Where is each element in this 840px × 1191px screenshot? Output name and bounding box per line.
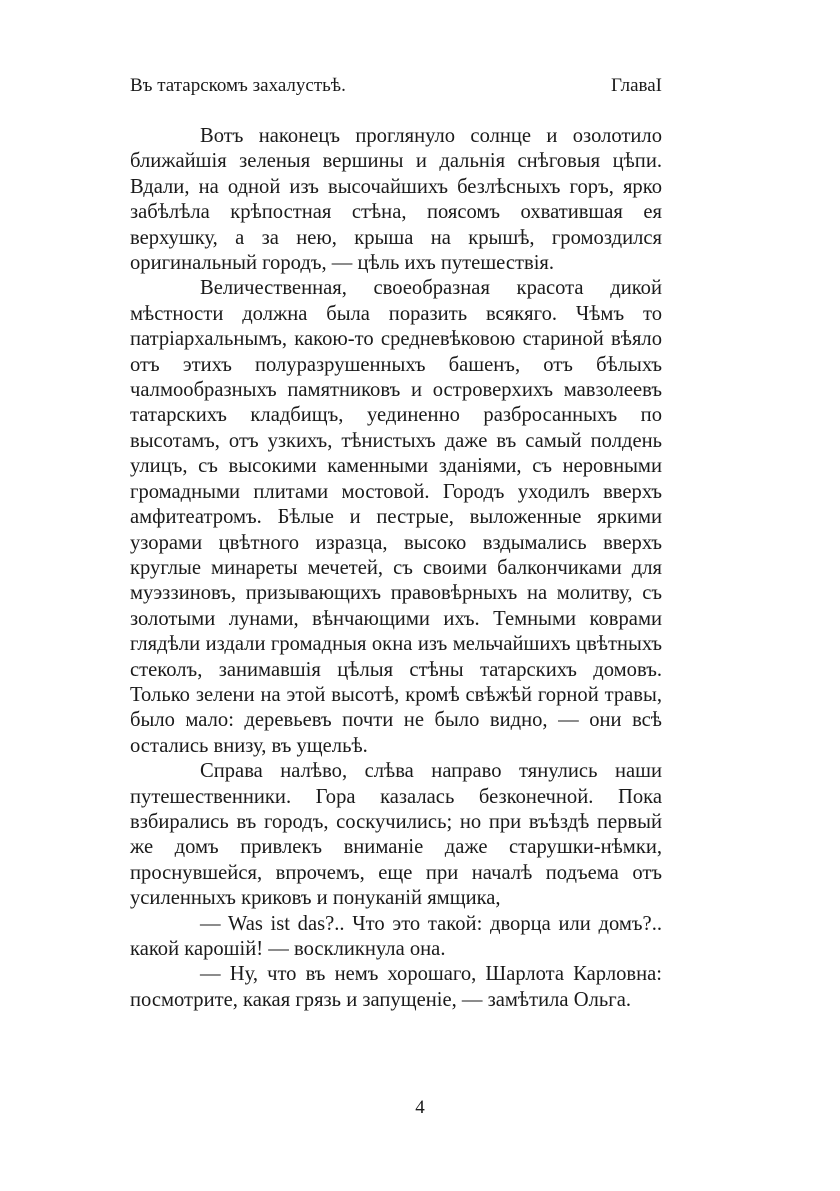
paragraph: Справа налѣво, слѣва направо тянулись наши путешественники. Гора казалась безконечной. Пока взбирались въ городъ, соскучились; но при въѣздѣ первый же домъ привлекъ вниманіе даже старушки-нѣмки, проснувшейся, впрочемъ, еще при началѣ подъема отъ усиленныхъ криковъ и понуканій ямщика,	[130, 760, 662, 910]
running-title: Въ татарскомъ захалустьѣ.	[130, 75, 346, 96]
paragraph: Вотъ наконецъ проглянуло солнце и озолотило ближайшія зеленыя вершины и дальнія снѣговыя цѣпи. Вдали, на одной изъ высочайшихъ безлѣсныхъ горъ, ярко забѣлѣла крѣпостная стѣна, поясомъ охватившая ея верхушку, а за нею, крыша на крышѣ, громоздился оригинальный городъ, — цѣль ихъ путешествія.	[130, 125, 662, 275]
paragraph: Величественная, своеобразная красота дикой мѣстности должна была поразить всякяго. Чѣмъ то патріархальнымъ, какою-то средневѣковою стариной вѣяло отъ этихъ полуразрушенныхъ башенъ, отъ бѣлыхъ чалмообразныхъ памятниковъ и островерхихъ мавзолеевъ татарскихъ кладбищъ, уединенно разбросанныхъ по высотамъ, отъ узкихъ, тѣнистыхъ даже въ самый полдень улицъ, съ высокими каменными зданіями, съ неровными громадными плитами мостовой. Городъ уходилъ вверхъ амфитеатромъ. Бѣлые и пестрые, выложенные яркими узорами цвѣтного изразца, высоко вздымались вверхъ круглые минареты мечетей, съ своими балкончиками для муэззиновъ, призывающихъ правовѣрныхъ на молитву, съ золотыми лунами, вѣнчающими ихъ. Темными коврами глядѣли издали громадныя окна изъ мельчайшихъ цвѣтныхъ стеколъ, занимавшія цѣлыя стѣны татарскихъ домовъ. Только зелени на этой высотѣ, кромѣ свѣжѣй горной травы, было мало: деревьевъ почти не было видно, — они всѣ остались внизу, въ ущельѣ.	[130, 277, 662, 757]
paragraph: — Was ist das?.. Что это такой: дворца или домъ?.. какой карошій! — воскликнула она.	[130, 912, 662, 960]
running-header	[130, 74, 662, 98]
page-body	[130, 124, 662, 1013]
page-number: 4	[415, 1097, 425, 1118]
paragraph: — Ну, что въ немъ хорошаго, Шарлота Карловна: посмотрите, какая грязь и запущеніе, — замѣтила Ольга.	[130, 963, 662, 1011]
chapter-label: ГлаваI	[611, 75, 662, 96]
